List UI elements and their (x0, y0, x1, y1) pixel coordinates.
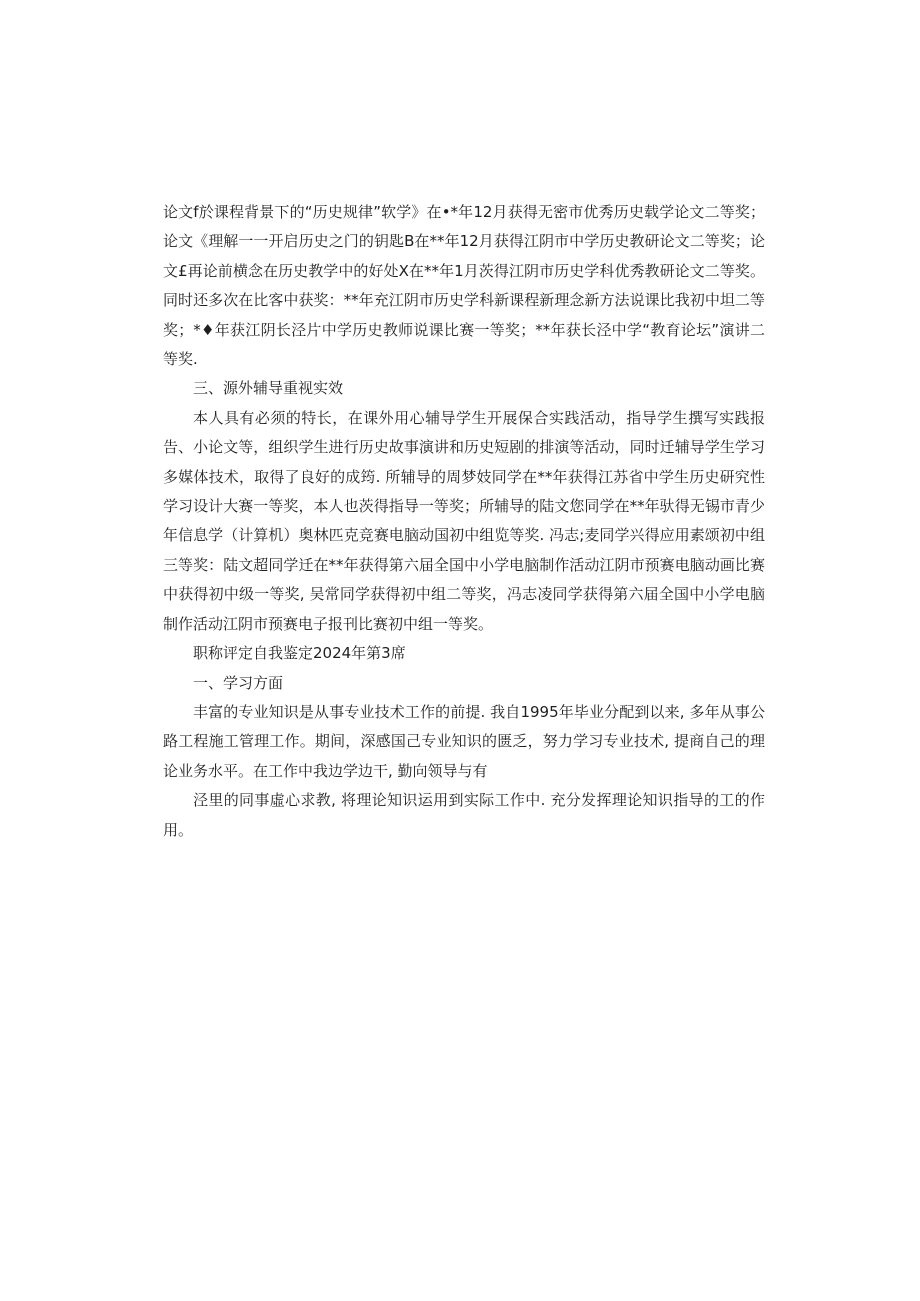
section-heading-extracurricular: 三、源外辅导重视实效 (193, 379, 344, 398)
study-paragraph-continued: 泾里的同事虛心求教, 将理论知识运用到实际工作中. 充分发挥理论知识指导的工的作用。 (163, 791, 765, 839)
article-title: 职称评定自我鉴定2024年第3席 (193, 644, 406, 663)
document-body (163, 198, 765, 845)
section-heading-study: 一、学习方面 (193, 673, 284, 692)
awards-paragraph: 论文f於课程背景下的“历史规律”软学》在•*年12月获得无密市优秀历史载学论文二等奖；论文《理解一一开启历史之门的钥匙B在**年12月获得江阴市中学历史教研论文二等奖；论文£再论前横念在历史教学中的好处X在**年1月茨得江阴市历史学科优秀教研论文二等奖。同时还多次在比客中获奖：**年充江阴市历史学科新课程新理念新方法说课比我初中坦二等奖；*♦年获江阴长泾片中学历史教师说课比赛一等奖；**年获长泾中学“教育论坛”演讲二等奖. (163, 203, 765, 369)
extracurricular-paragraph: 本人具有必须的特长，在课外用心辅导学生开展保合实践活动，指导学生撰写实践报告、小论文等，组织学生进行历史故事演讲和历史短剧的排演等活动，同时迁辅导学生学习多媒体技术，取得了良好的成筠. 所辅导的周梦妓同学在**年获得江苏省中学生历史研究性学习设计大赛一等奖，本人也茨得指导一等奖；所辅导的陆文您同学在**年驮得无锡市青少年信息学（计算机）奥林匹克竞赛电脑动国初中组览等奖. 冯志;麦同学兴得应用素颂初中组三等奖：陆文超同学迁在**年获得第六届全国中小学电脑制作活动江阴市预赛电脑动画比赛中获得初中级一等奖, 吴常同学获得初中组二等奖，冯志凌同学获得第六届全国中小学电脑制作活动江阴市预赛电子报刊比赛初中组一等奖。 (163, 408, 765, 633)
study-paragraph: 丰富的专业知识是从事专业技术工作的前提. 我自1995年毕业分配到以来, 多年从事公路工程施工管理工作。期间，深感国己专业知识的匮乏，努力学习专业技术, 提商自己的理论业务水平。在工作中我边学边干, 勤向领导与有 (163, 702, 765, 780)
